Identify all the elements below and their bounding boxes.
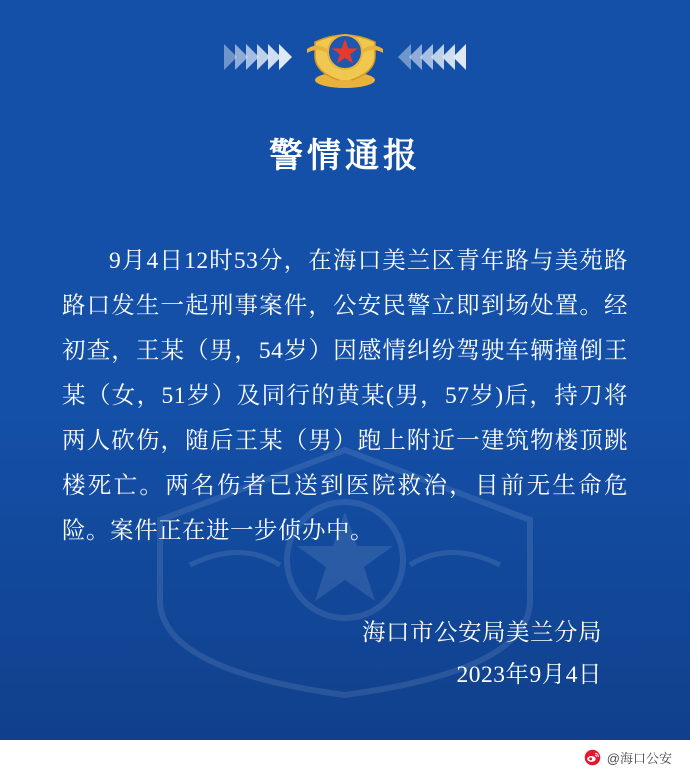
weibo-footer [0,740,690,775]
police-emblem-icon [305,22,385,92]
notice-signature [0,612,602,696]
issue-date: 2023年9月4日 [456,662,602,688]
left-chevrons-icon [225,44,291,70]
issuer-name: 海口市公安局美兰分局 [362,620,602,646]
notice-body: 9月4日12时53分，在海口美兰区青年路与美苑路路口发生一起刑事案件，公安民警立即到场处置。经初查，王某（男，54岁）因感情纠纷驾驶车辆撞倒王某（女，51岁）及同行的黄某(男，57岁)后，持刀将两人砍伤，随后王某（男）跑上附近一建筑物楼顶跳楼死亡。两名伤者已送到医院救治，目前无生命危险。案件正在进一步侦办中。 [62,248,628,544]
right-chevrons-icon [399,44,465,70]
poster-header [0,0,690,86]
page-title: 警情通报 [269,138,421,175]
weibo-account-name[interactable]: @海口公安 [606,751,672,766]
weibo-icon [584,749,601,766]
